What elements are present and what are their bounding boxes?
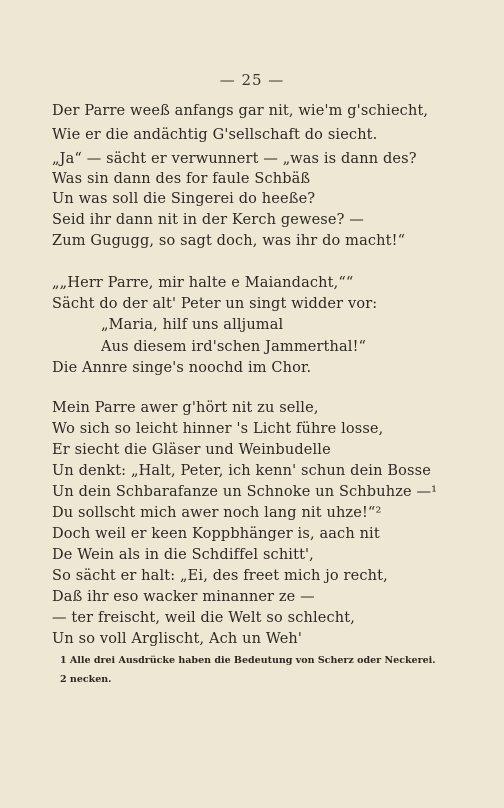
verse-line: De Wein als in die Schdiffel schitt', bbox=[52, 547, 314, 563]
verse-line: Seid ihr dann nit in der Kerch gewese? — bbox=[52, 212, 364, 228]
verse-line: Was sin dann des for faule Schbäß bbox=[52, 171, 311, 187]
verse-line: Sächt do der alt' Peter un singt widder vor: bbox=[52, 296, 378, 312]
verse-line: „Maria, hilf uns alljumal bbox=[101, 317, 284, 333]
verse-line: Un denkt: „Halt, Peter, ich kenn' schun dein Bosse bbox=[52, 463, 431, 479]
verse-line: Mein Parre awer g'hört nit zu selle, bbox=[52, 400, 319, 416]
verse-line: Wo sich so leicht hinner 's Licht führe losse, bbox=[52, 421, 384, 437]
verse-line: Un was soll die Singerei do heeße? bbox=[52, 191, 316, 207]
footnote: 2 necken. bbox=[60, 674, 112, 685]
verse-line: Un dein Schbarafanze un Schnoke un Schbuhze —¹ bbox=[52, 484, 438, 500]
verse-line: Aus diesem ird'schen Jammerthal!“ bbox=[101, 339, 367, 355]
verse-line: Wie er die andächtig G'sellschaft do siecht. bbox=[52, 127, 378, 143]
verse-line: Un so voll Arglischt, Ach un Weh' bbox=[52, 631, 303, 647]
verse-line: „Ja“ — sächt er verwunnert — „was is dann des? bbox=[52, 151, 417, 167]
page-number: — 25 — bbox=[219, 71, 285, 89]
verse-line: Doch weil er keen Koppbhänger is, aach nit bbox=[52, 526, 380, 542]
verse-line: „„Herr Parre, mir halte e Maiandacht,““ bbox=[52, 275, 354, 291]
verse-line: So sächt er halt: „Ei, des freet mich jo recht, bbox=[52, 568, 388, 584]
verse-line: Er siecht die Gläser und Weinbudelle bbox=[52, 442, 331, 458]
verse-line: Die Annre singe's noochd im Chor. bbox=[52, 360, 312, 376]
verse-line: Der Parre weeß anfangs gar nit, wie'm g'schiecht, bbox=[52, 103, 429, 119]
verse-line: — ter freischt, weil die Welt so schlecht, bbox=[52, 610, 355, 626]
verse-line: Zum Gugugg, so sagt doch, was ihr do macht!“ bbox=[52, 233, 406, 249]
footnote: 1 Alle drei Ausdrücke haben die Bedeutung von Scherz oder Neckerei. bbox=[60, 655, 436, 666]
verse-line: Du sollscht mich awer noch lang nit uhze!“² bbox=[52, 505, 382, 521]
verse-line: Daß ihr eso wacker minanner ze — bbox=[52, 589, 315, 605]
